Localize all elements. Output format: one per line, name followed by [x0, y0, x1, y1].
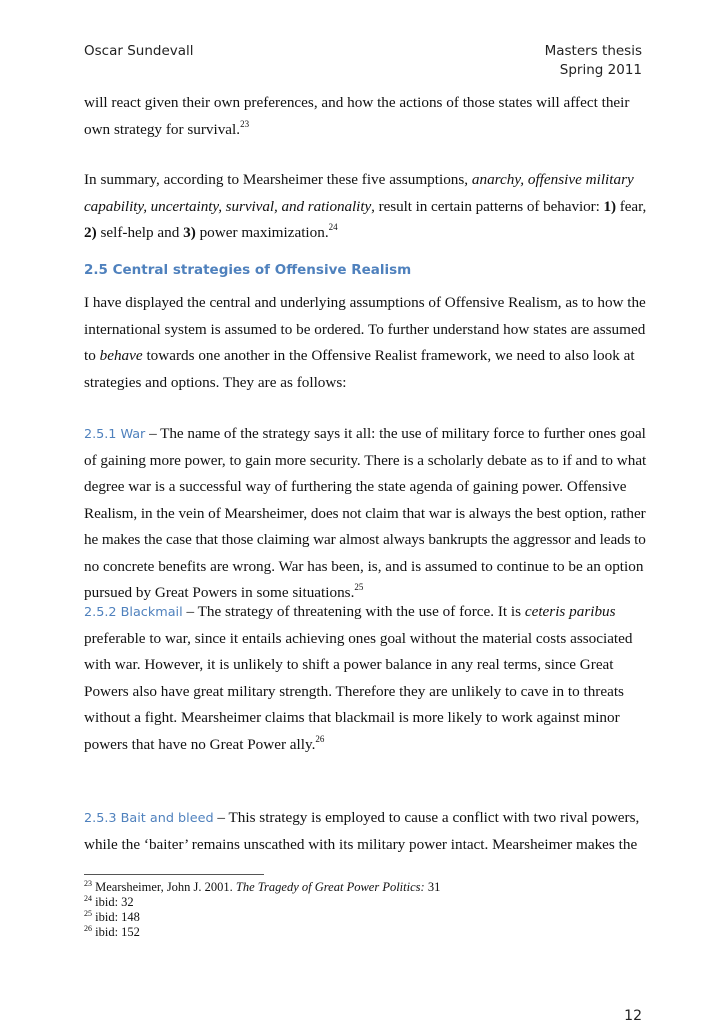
footnote-number: 24	[84, 894, 92, 903]
text-line	[84, 117, 646, 144]
text-line: Powers also have great military strength. Therefore they are unlikely to cave in to threats	[84, 682, 624, 700]
footnote-item	[84, 925, 440, 940]
text-italic: anarchy, offensive military	[471, 171, 634, 188]
text-line: no concrete benefits are wrong. War has been, is, and is assumed to continue to be an option	[84, 557, 644, 575]
text-span: – This strategy is employed to cause a conflict with two rival powers,	[213, 809, 640, 826]
paragraph-summary	[84, 167, 646, 247]
subheading-war: 2.5.1 War	[84, 427, 146, 442]
footnote-number: 26	[84, 924, 92, 933]
header-term: Spring 2011	[559, 62, 642, 78]
text-line: while the ‘baiter’ remains unscathed with its military power intact. Mearsheimer makes the	[84, 835, 638, 853]
text-line	[84, 167, 646, 194]
footnote-item	[84, 910, 440, 925]
footnote-number: 25	[84, 909, 92, 918]
text-line: international system is assumed to be ordered. To further understand how states are assumed	[84, 320, 646, 338]
text-line: preferable to war, since it entails achieving ones goal without the material costs associated	[84, 629, 633, 647]
text-italic: capability, uncertainty, survival, and rationality	[84, 197, 372, 215]
paragraph-survival	[84, 90, 646, 143]
footnote-text: 31	[424, 880, 441, 894]
text-span: self-help and	[96, 224, 184, 241]
paragraph-blackmail	[84, 599, 646, 758]
text-span: own strategy for survival.	[84, 120, 241, 138]
footnote-number: 23	[84, 879, 92, 888]
footnote-text: Mearsheimer, John J. 2001.	[92, 880, 236, 894]
subheading-blackmail: 2.5.2 Blackmail	[84, 605, 183, 620]
paragraph-intro	[84, 290, 646, 396]
text-line: will react given their own preferences, and how the actions of those states will affect their	[84, 94, 630, 111]
paragraph-war	[84, 421, 646, 607]
text-span: towards one another in the Offensive Realist framework, we need to also look at	[142, 347, 635, 364]
text-bold: 3)	[183, 224, 196, 241]
text-line	[84, 732, 646, 759]
text-line: Realism, in the vein of Mearsheimer, does not claim that war is always the best option, rather	[84, 504, 646, 522]
text-span: to	[84, 347, 100, 364]
footnote-text: ibid: 152	[92, 925, 140, 939]
text-line: strategies and options. They are as follows:	[84, 373, 347, 391]
text-line: without a fight. Mearsheimer claims that blackmail is more likely to work against minor	[84, 709, 620, 726]
text-line	[84, 194, 646, 221]
text-span: pursued by Great Powers in some situations.	[84, 584, 355, 601]
section-heading: 2.5 Central strategies of Offensive Realism	[84, 262, 412, 278]
text-line	[84, 220, 646, 247]
text-line	[84, 343, 646, 370]
footnote-ref: 25	[354, 582, 364, 592]
text-bold: 1)	[603, 197, 617, 215]
footnote-text: ibid: 148	[92, 910, 140, 924]
footnote-ref: 26	[315, 733, 325, 744]
text-line	[84, 805, 646, 832]
text-span: power maximization.	[195, 224, 329, 241]
footnote-ref: 24	[328, 222, 338, 232]
text-line: I have displayed the central and underlying assumptions of Offensive Realism, as to how the	[84, 294, 646, 311]
text-span: – The name of the strategy says it all: the use of military force to further ones goal	[145, 425, 646, 442]
text-line	[84, 421, 646, 448]
page-number: 12	[624, 1008, 642, 1024]
header-doc-type: Masters thesis	[544, 43, 642, 59]
header-author: Oscar Sundevall	[84, 43, 194, 59]
text-line: with war. However, it is unlikely to shift a power balance in any real terms, since Great	[84, 656, 614, 673]
footnote-text: ibid: 32	[92, 895, 134, 909]
paragraph-bait-and-bleed	[84, 805, 646, 858]
footnote-item	[84, 880, 440, 895]
text-span: , result in certain patterns of behavior:	[371, 197, 604, 215]
text-line: of gaining more power, to gain more security. There is a scholarly debate as to if and to what	[84, 451, 647, 469]
text-span: powers that have no Great Power ally.	[84, 735, 316, 753]
text-bold: 2)	[84, 224, 97, 241]
subheading-bait-and-bleed: 2.5.3 Bait and bleed	[84, 811, 214, 826]
header-right	[545, 42, 642, 80]
footnote-divider	[84, 874, 264, 875]
text-line: he makes the case that those claiming war almost always bankrupts the aggressor and leads to	[84, 531, 646, 548]
text-span: In summary, according to Mearsheimer these five assumptions,	[84, 171, 472, 188]
footnotes	[84, 880, 440, 940]
text-italic: behave	[99, 347, 143, 364]
text-span: – The strategy of threatening with the use of force. It is	[182, 603, 525, 620]
text-span: fear,	[616, 197, 647, 215]
footnote-item	[84, 895, 440, 910]
text-line	[84, 599, 646, 626]
text-italic: ceteris paribus	[524, 603, 616, 620]
footnote-title: The Tragedy of Great Power Politics:	[235, 880, 425, 894]
footnote-ref: 23	[240, 118, 250, 129]
text-line: degree war is a successful way of furthering the state agenda of gaining power. Offensive	[84, 478, 627, 495]
